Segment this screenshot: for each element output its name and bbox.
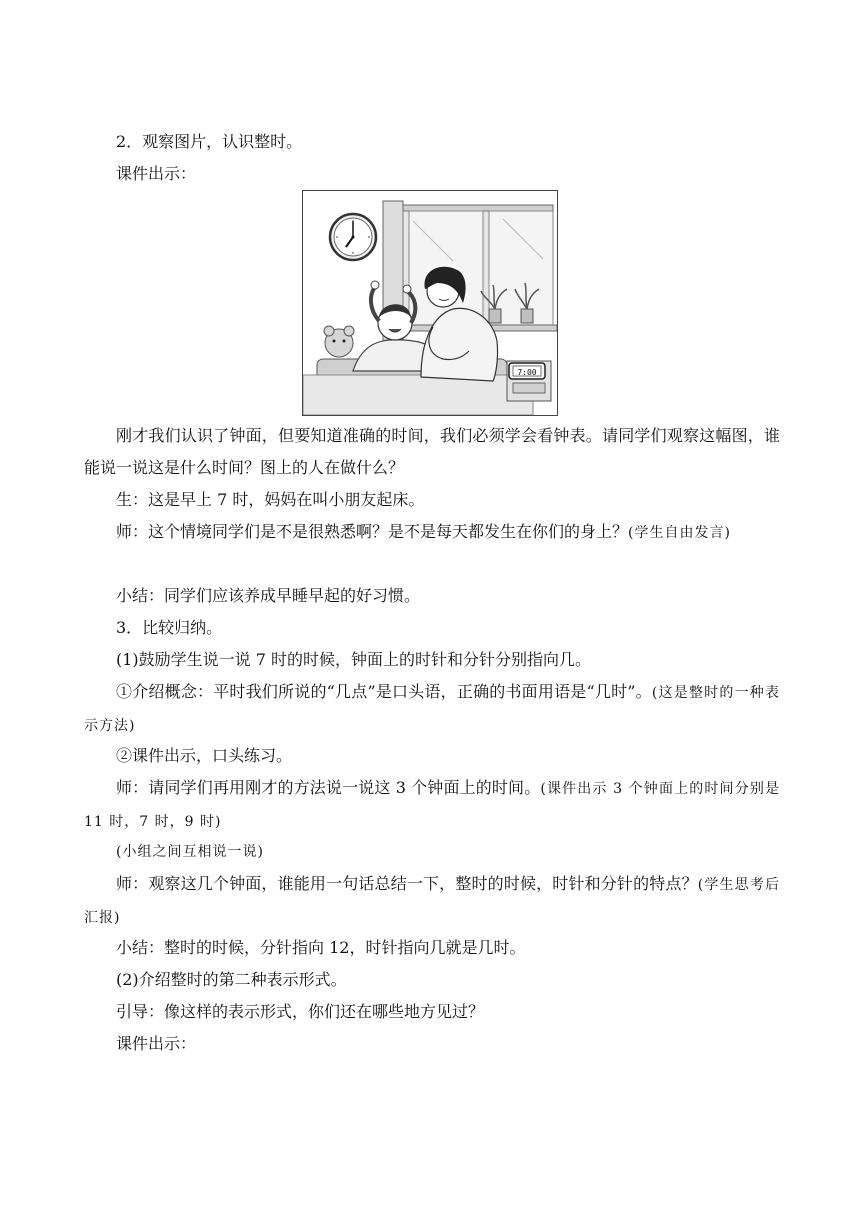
paragraph-group-discussion: (小组之间互相说一说)	[116, 844, 264, 860]
section-heading-3: 3．比较归纳。	[116, 618, 223, 637]
paragraph-three-clocks	[84, 772, 780, 838]
paragraph-summary-hour: 小结：整时的时候，分针指向 12，时针指向几就是几时。	[116, 938, 526, 957]
paragraph-observe-picture: 刚才我们认识了钟面，但要知道准确的时间，我们必须学会看钟表。请同学们观察这幅图，谁能说一说这是什么时间？图上的人在做什么？	[84, 426, 780, 477]
illustration-drawing	[303, 191, 557, 415]
three-clocks-note: (课件出示 3 个钟面上的时间分别是 11 时，7 时，9 时)	[84, 781, 780, 830]
paragraph-hands-feature	[84, 868, 780, 934]
paragraph-oral-practice: ②课件出示，口头练习。	[116, 746, 293, 765]
paragraph-second-form: (2)介绍整时的第二种表示形式。	[116, 970, 347, 989]
paragraph-concept	[84, 676, 780, 742]
teddy-bear-icon	[324, 326, 354, 357]
digital-alarm-clock-icon	[509, 363, 545, 379]
section-heading-2: 2．观察图片，认识整时。	[116, 132, 303, 151]
courseware-label: 课件出示：	[116, 164, 197, 183]
teacher-question-text: 师：这个情境同学们是不是很熟悉啊？是不是每天都发生在你们的身上？	[116, 522, 629, 541]
alarm-clock-display: 7:00	[517, 368, 537, 377]
concept-text: ①介绍概念：平时我们所说的“几点”是口头语，正确的书面用语是“几时”。	[116, 682, 652, 701]
paragraph-encourage: (1)鼓励学生说一说 7 时的时候，钟面上的时针和分针分别指向几。	[116, 650, 592, 669]
hands-feature-note: (学生思考后汇报)	[84, 877, 780, 926]
hands-feature-text: 师：观察这几个钟面，谁能用一句话总结一下，整时的时候，时针和分针的特点？	[116, 874, 698, 893]
wall-clock-icon	[330, 214, 376, 260]
paragraph-student-answer: 生：这是早上 7 时，妈妈在叫小朋友起床。	[116, 490, 425, 509]
illustration-mother-waking-child	[302, 190, 558, 416]
teacher-question-note: (学生自由发言)	[628, 525, 731, 541]
paragraph-summary-habit: 小结：同学们应该养成早睡早起的好习惯。	[116, 586, 421, 605]
concept-note: (这是整时的一种表示方法)	[84, 685, 780, 734]
paragraph-guide: 引导：像这样的表示形式，你们还在哪些地方见过？	[116, 1002, 485, 1021]
paragraph-teacher-question	[84, 516, 780, 549]
courseware-label-2: 课件出示：	[116, 1034, 197, 1053]
three-clocks-text: 师：请同学们再用刚才的方法说一说这 3 个钟面上的时间。	[116, 778, 541, 797]
